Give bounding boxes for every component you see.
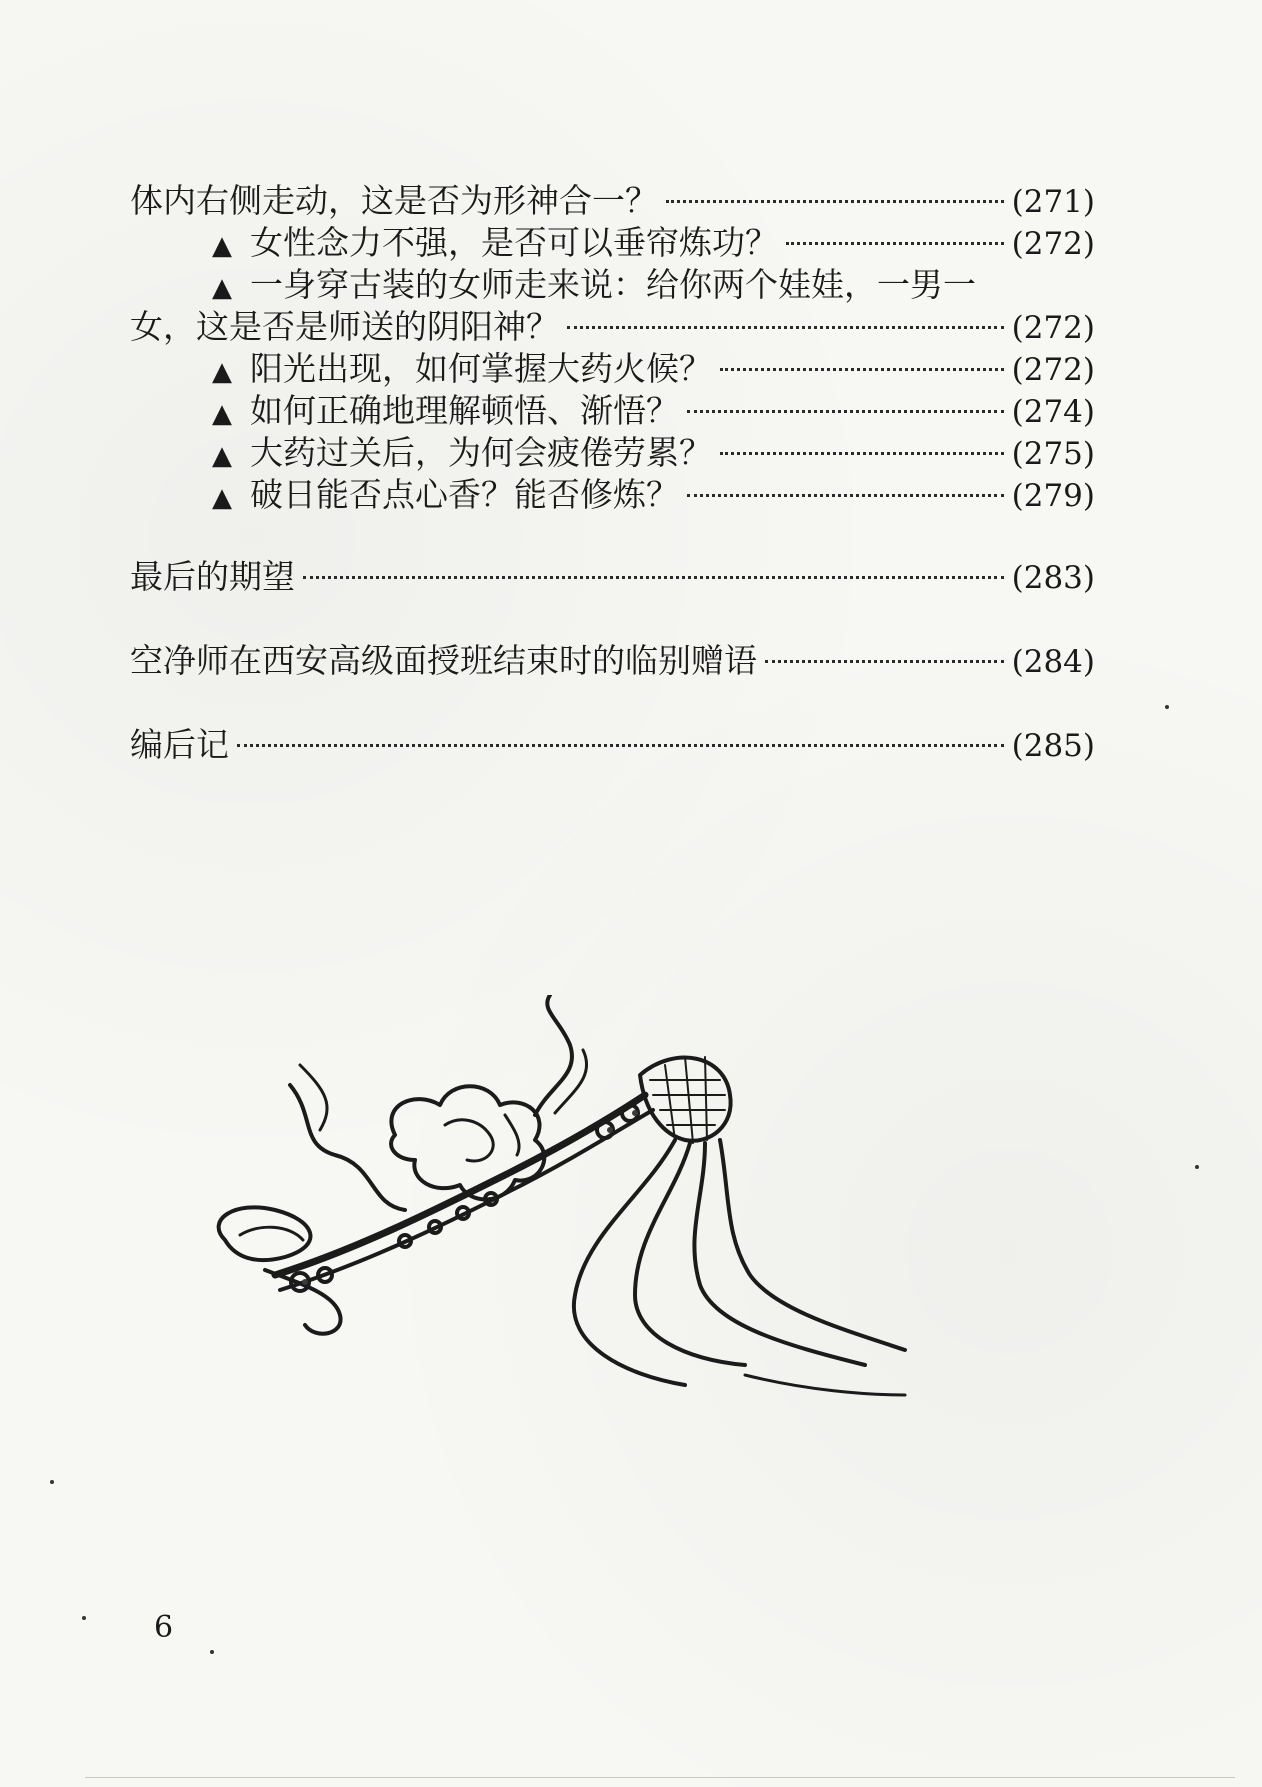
toc-entry-page: (272): [1011, 310, 1095, 346]
dot-leader: [786, 242, 1004, 245]
toc-entry-page: (274): [1011, 394, 1095, 430]
toc-entry-title: 编后记: [130, 725, 229, 764]
scan-speck: [82, 1616, 86, 1620]
scan-speck: [210, 1650, 214, 1654]
toc-entry: [130, 474, 1095, 516]
triangle-bullet-icon: ▲: [212, 441, 232, 471]
table-of-contents: [130, 180, 1095, 766]
triangle-bullet-icon: ▲: [212, 483, 232, 513]
toc-entry: [130, 222, 1095, 264]
toc-entry-page: (279): [1011, 478, 1095, 514]
triangle-bullet-icon: ▲: [212, 231, 232, 261]
toc-entry-title: 女性念力不强，是否可以垂帘炼功？: [250, 223, 778, 262]
toc-entry-page: (272): [1011, 352, 1095, 388]
toc-entry-page: (271): [1011, 184, 1095, 220]
page-number: 6: [154, 1610, 174, 1645]
dot-leader: [720, 368, 1004, 371]
dot-leader: [666, 200, 1004, 203]
dot-leader: [687, 494, 1004, 497]
toc-entry: [130, 556, 1095, 598]
toc-entry-title: 最后的期望: [130, 557, 295, 596]
scan-speck: [50, 1480, 54, 1484]
dot-leader: [567, 326, 1004, 329]
toc-entry-title: 体内右侧走动，这是否为形神合一？: [130, 181, 658, 220]
toc-entry: [130, 348, 1095, 390]
toc-entry: [130, 264, 1095, 306]
toc-entry-page: (275): [1011, 436, 1095, 472]
toc-entry: [130, 724, 1095, 766]
toc-entry-title: 空净师在西安高级面授班结束时的临别赠语: [130, 641, 757, 680]
dot-leader: [720, 452, 1004, 455]
ruyi-scepter-illustration: [205, 995, 995, 1405]
toc-entry-title: 一身穿古装的女师走来说：给你两个娃娃，一男一: [250, 265, 976, 304]
scan-speck: [1195, 1165, 1199, 1169]
dot-leader: [237, 744, 1004, 747]
toc-entry-title: 阳光出现，如何掌握大药火候？: [250, 349, 712, 388]
toc-entry-page: (272): [1011, 226, 1095, 262]
toc-entry-title: 女，这是否是师送的阴阳神？: [130, 307, 559, 346]
toc-entry-page: (285): [1011, 728, 1095, 764]
toc-entry: [130, 432, 1095, 474]
toc-entry: [130, 306, 1095, 348]
triangle-bullet-icon: ▲: [212, 357, 232, 387]
toc-entry-page: (284): [1011, 644, 1095, 680]
dot-leader: [687, 410, 1004, 413]
toc-entry: [130, 640, 1095, 682]
toc-entry-title: 如何正确地理解顿悟、渐悟？: [250, 391, 679, 430]
triangle-bullet-icon: ▲: [212, 273, 232, 303]
dot-leader: [303, 576, 1004, 579]
triangle-bullet-icon: ▲: [212, 399, 232, 429]
bottom-rule: [85, 1777, 1235, 1778]
dot-leader: [765, 660, 1004, 663]
toc-entry-page: (283): [1011, 560, 1095, 596]
toc-entry-title: 破日能否点心香？能否修炼？: [250, 475, 679, 514]
scan-speck: [1165, 705, 1169, 709]
toc-entry: [130, 180, 1095, 222]
toc-entry: [130, 390, 1095, 432]
toc-entry-title: 大药过关后，为何会疲倦劳累？: [250, 433, 712, 472]
